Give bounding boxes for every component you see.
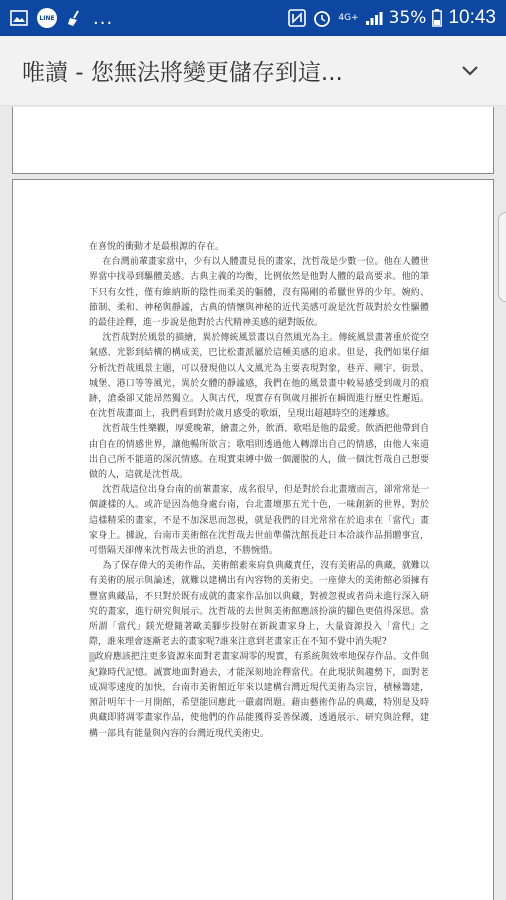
more-notifications: ... — [93, 7, 114, 29]
scroll-handle[interactable] — [498, 212, 506, 302]
alarm-icon — [312, 8, 332, 28]
broom-icon — [66, 9, 84, 27]
document-title: 唯讀 - 您無法將變更儲存到這... — [22, 60, 343, 86]
paragraph-0: 在喜悅的衝動才是最根源的存在。 — [89, 242, 225, 252]
paragraph-1: 在台灣前輩畫家當中，少有以人體畫見長的畫家，沈哲哉是少數一位。他在人體世界當中找尋到驅體美感。古典主義的均衡，比例依然是他對人體的最高要求。他的筆下只有女性，僅有維納斯的陰性而柔美的軀體，沒有陽剛的希臘世界的少年。婉約、節制、柔和、神秘與靜謐，古典的情懷與神秘的近代美感可說是沈哲哉對於女性驅體的最佳詮釋，進一步說是他對於古代精神美感的絕對皈依。 — [89, 257, 429, 329]
paragraph-2: 沈哲哉對於風景的描繪，異於傳統風景畫以自然風光為主。傳統風景畫著重於從空氣感、光影到結構的構成美，巴比松畫派屬於這種美感的追求。但是，我們如果仔細分析沈哲哉風景主題，可以發現他以人文風光為主要表現對象，巷弄、剛宇、街景、城堡、港口等等風光，異於女體的靜謐感，我們在他的風景畫中較易感受到歲月的痕跡，滄桑卻又能昂然獨立。人與古代，現實存有與歲月摧折在瞬間進行歷史性邂逅。在沈哲哉畫面上，我們看到對於歲月感受的歌頌，呈現出超越時空的迷離感。 — [89, 333, 429, 420]
document-page — [12, 179, 494, 900]
image-icon — [10, 10, 28, 26]
system-icons — [288, 7, 496, 29]
clock: 10:43 — [448, 7, 496, 28]
battery-percent: 35% — [388, 8, 427, 28]
paragraph-6 — [89, 650, 429, 741]
document-header — [0, 36, 506, 106]
previous-page — [12, 107, 494, 174]
chevron-down-icon[interactable] — [456, 57, 484, 85]
nfc-icon — [288, 9, 306, 27]
paragraph-5: 為了保存偉大的美術作品，美術館素來肩負典藏責任，沒有美術品的典藏，就難以有美術的展示與論述，就難以建構出有內容物的美術史。一座偉大的美術館必須擁有豐富典藏品，不只對於既有成就的畫家作品加以典藏，對被忽視或者尚未進行深入研究的畫家，進行研究與展示。沈哲哉的去世與美術館應該扮演的腳色更值得深思。當所謂「當代」鎂光燈隨著歐美腳步投射在新銳畫家身上，大量資源投入「當代」之際，誰來理會逐漸老去的畫家呢?誰來注意到老畫家正在不知不覺中消失呢? — [89, 561, 429, 648]
line-app-icon: LINE — [37, 8, 57, 28]
status-bar — [0, 0, 506, 36]
notification-icons — [10, 8, 288, 29]
paragraph-4: 沈哲哉這位出身台南的前輩畫家，成名很早，但是對於台北畫壇而言，卻常常是一個謎樣的人。或許是因為他身處台南，台北畫壇那五光十色，一味創新的世界，對於這樣精采的畫家，不是不加深思而忽視，就是我們的目光常常在於追求在「當代」畫家身上。據說，台南市美術館在沈哲哉去世前準備沈館長赴日本洽談作品捐贈事宜，可惜隔天卻傳來沈哲哉去世的消息，不勝惋惜。 — [89, 485, 429, 557]
paragraph-6-text: 政府應該把注更多資源來面對老畫家凋零的現實，有系統與效率地保存作品、文件與紀錄時代記憶。誠實地面對過去，才能深刻地詮釋當代。在此現狀與趨勢下，面對老成凋零速度的加快，台南市美術館近年來以建構台灣近現代美術為宗旨，積極籌建，預計明年十一月開館，希望能回應此一嚴肅問題。藉由藝術作品的典藏，特別是及時典藏即將凋零畫家作品，使他們的作品能獲得妥善保護，透過展示、研究與詮釋，建構一部具有能量與內容的台灣近現代美術史。 — [89, 652, 429, 739]
battery-icon — [432, 9, 442, 27]
document-viewer[interactable] — [0, 107, 506, 900]
network-type: 4G+ — [338, 12, 359, 23]
signal-icon — [365, 10, 383, 26]
page-text — [89, 240, 429, 742]
paragraph-3: 沈哲哉生性樂觀，厚愛晚輩，繪畫之外，飲酒、歌唱是他的最愛。飲酒把他帶到自由自在的情感世界，讓他暢所欲言；歌唱則透過他人轉譯出自己的情感，由他人來道出自己所不能道的深沉情感。在現實束縛中做一個灑脫的人，做一個沈哲哉自己想要做的人，這就是沈哲哉。 — [89, 424, 429, 481]
